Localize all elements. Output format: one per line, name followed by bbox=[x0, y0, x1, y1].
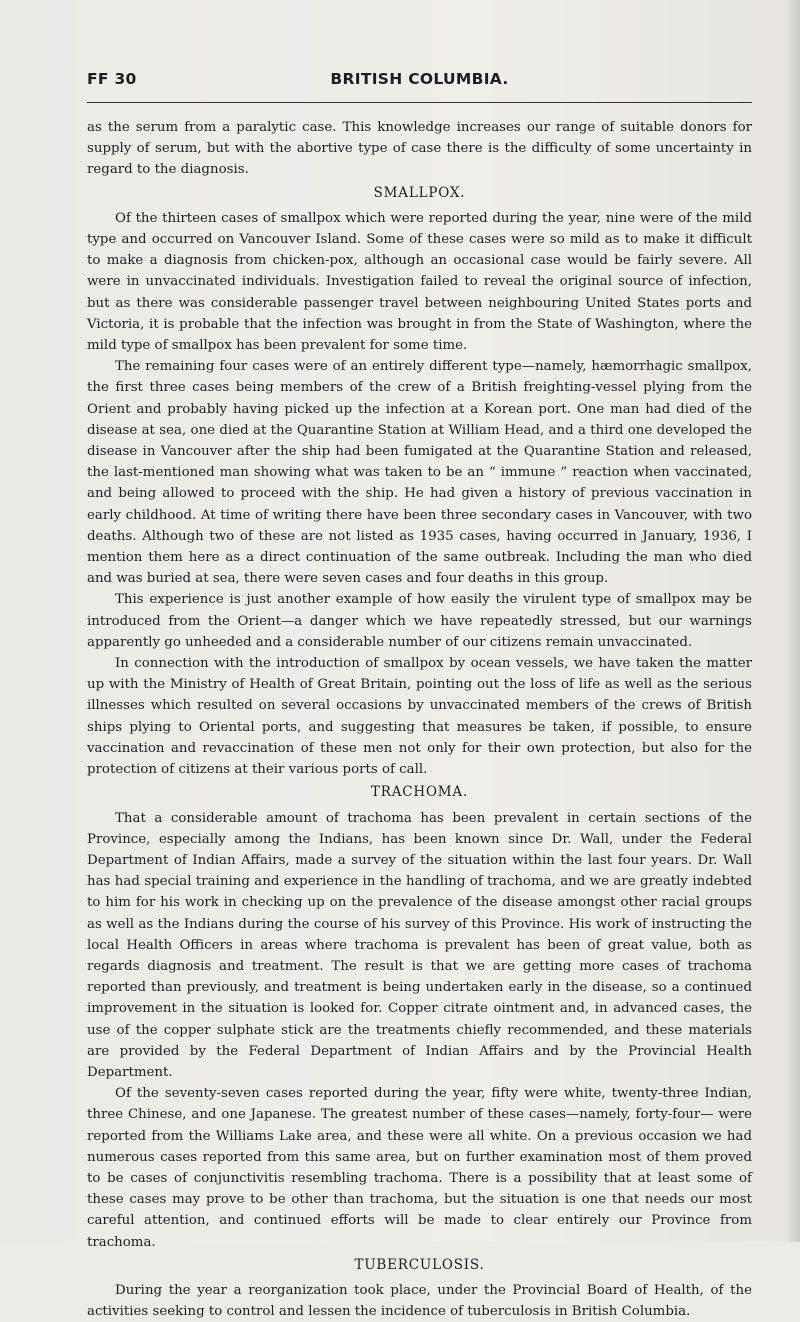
running-header bbox=[87, 70, 752, 94]
paragraph: Of the thirteen cases of smallpox which were reported during the year, nine were of the mild type and occurred on Vancouver Island. Some of these cases were so mild as to make it difficult to make a diagnosis from chicken-pox, although an occasional case would be fairly severe. All were in unvaccinated individuals. Investigation failed to reveal the original source of infection, but as there was considerable passenger travel between neighbouring United States ports and Victoria, it is probable that the infection was brought in from the State of Washington, where the mild type of smallpox has been prevalent for some time. bbox=[87, 210, 752, 354]
section-heading-trachoma: TRACHOMA. bbox=[370, 784, 469, 801]
section-heading-smallpox: SMALLPOX. bbox=[373, 184, 466, 201]
paragraph: This experience is just another example of how easily the virulent type of smallpox may be introduced from the Orient—a danger which we have repeatedly stressed, but our warnings apparently go unheeded and a considerable number of our citizens remain unvaccinated. bbox=[87, 592, 752, 650]
paragraph: Of the seventy-seven cases reported during the year, fifty were white, twenty-three Indian, three Chinese, and one Japanese. The greatest number of these cases—namely, forty-four— were reported from the Williams Lake area, and these were all white. On a previous occasion we had numerous cases reported from this same area, but on further examination most of them proved to be cases of conjunctivitis resembling trachoma. There is a possibility that at least some of these cases may prove to be other than trachoma, but the situation is one that needs our most careful attention, and continued efforts will be made to clear entirely our Province from trachoma. bbox=[87, 1086, 752, 1250]
section-heading-tuberculosis: TUBERCULOSIS. bbox=[354, 1256, 485, 1273]
body-text bbox=[87, 117, 752, 1322]
page-number: FF 30 bbox=[87, 70, 137, 88]
paragraph: The remaining four cases were of an entirely different type—namely, hæmorrhagic smallpox, the first three cases being members of the crew of a British freighting-vessel plying from the Orient and probably having picked up the infection at a Korean port. One man had died of the disease at sea, one died at the Quarantine Station at William Head, and a third one developed the disease in Vancouver after the ship had been fumigated at the Quarantine Station and released, the last-mentioned man showing what was taken to be an “ immune ” reaction when vaccinated, and being allowed to proceed with the ship. He had given a history of previous vaccination in early childhood. At time of writing there have been three secondary cases in Vancouver, with two deaths. Although two of these are not listed as 1935 cases, having occurred in January, 1936, I mention them here as a direct continuation of the same outbreak. Including the man who died and was buried at sea, there were seven cases and four deaths in this group. bbox=[87, 359, 752, 587]
header-rule bbox=[87, 102, 752, 103]
paragraph: During the year a reorganization took place, under the Provincial Board of Health, of the activities seeking to control and lessen the incidence of tuberculosis in British Columbia. bbox=[87, 1282, 752, 1320]
paragraph: That a considerable amount of trachoma has been prevalent in certain sections of the Province, especially among the Indians, has been known since Dr. Wall, under the Federal Department of Indian Affairs, made a survey of the situation within the last four years. Dr. Wall has had special training and experience in the handling of trachoma, and we are greatly indebted to him for his work in checking up on the prevalence of the disease amongst other racial groups as well as the Indians during the course of his survey of this Province. His work of instructing the local Health Officers in areas where trachoma is prevalent has been of great value, both as regards diagnosis and treatment. The result is that we are getting more cases of trachoma reported than previously, and treatment is being undertaken early in the disease, so a continued improvement in the situation is looked for. Copper citrate ointment and, in advanced cases, the use of the copper sulphate stick are the treatments chiefly recommended, and these materials are provided by the Federal Department of Indian Affairs and by the Provincial Health Department. bbox=[87, 810, 752, 1080]
running-title: BRITISH COLUMBIA. bbox=[330, 70, 509, 88]
paragraph: In connection with the introduction of smallpox by ocean vessels, we have taken the matter up with the Ministry of Health of Great Britain, pointing out the loss of life as well as the serious illnesses which resulted on several occasions by unvaccinated members of the crews of British ships plying to Oriental ports, and suggesting that measures be taken, if possible, to ensure vaccination and revaccination of these men not only for their own protection, but also for the protection of citizens at their various ports of call. bbox=[87, 656, 752, 778]
page-edge-shadow bbox=[786, 0, 800, 1242]
paragraph-continued: as the serum from a paralytic case. This knowledge increases our range of suitable donors for supply of serum, but with the abortive type of case there is the difficulty of some uncertainty in regard to the diagnosis. bbox=[87, 120, 752, 178]
